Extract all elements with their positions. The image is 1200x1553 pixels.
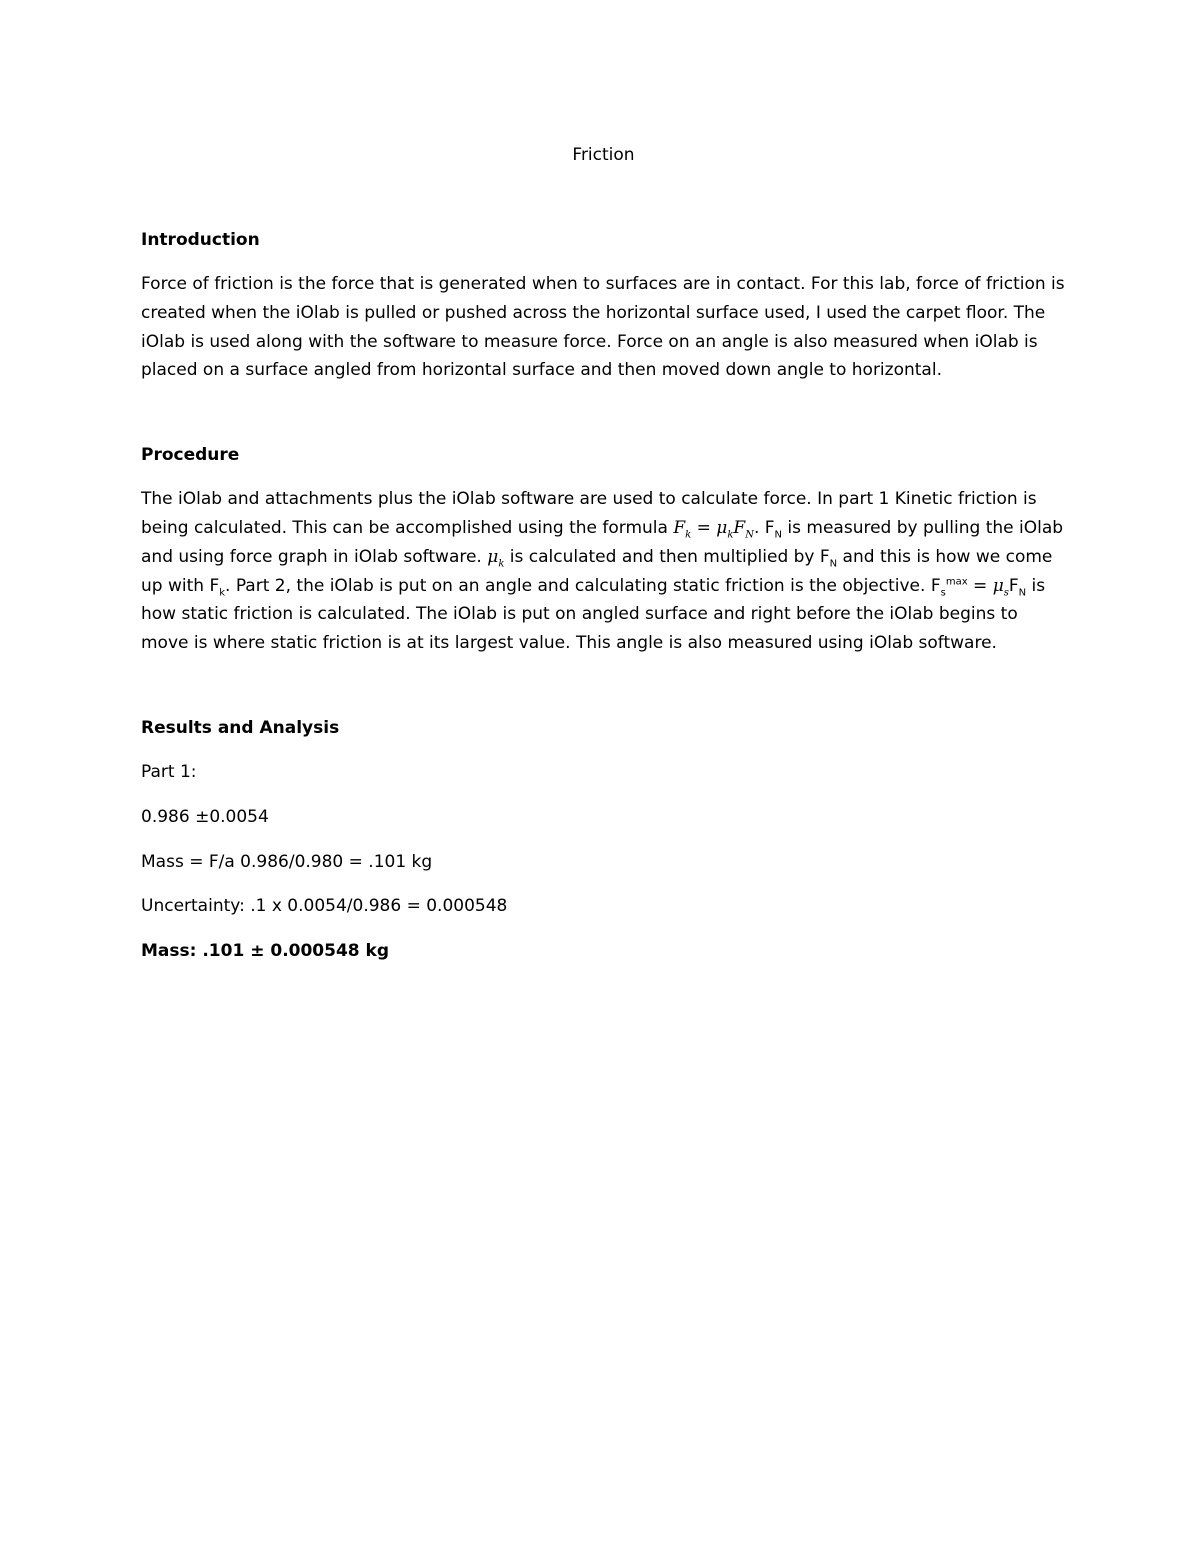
procedure-text-part: is measured by pulling the iOlab and using force graph in iOlab software. — [141, 517, 1064, 567]
formula-f: F — [673, 517, 686, 538]
introduction-text: Force of friction is the force that is generated when to surfaces are in contact. For this lab, force of friction is created when the iOlab is pulled or pushed across the horizontal surface used, I used the carpet floor. The iOlab is used along with the software to measure force. Force on an angle is also measured when iOlab is placed on a surface angled from horizontal surface and then moved down angle to horizontal. — [141, 274, 1065, 381]
formula-sub: N — [774, 529, 783, 541]
results-value: 0.986 ±0.0054 — [141, 806, 269, 827]
formula-mu: μ — [716, 517, 728, 538]
procedure-text-part: The iOlab and attachments plus the iOlab software are used to calculate force. In part 1 Kinetic friction is being calculated. This can be accomplished using the formula — [141, 489, 1037, 538]
formula-sub: k — [498, 558, 505, 570]
formula-mu: μ — [992, 575, 1004, 596]
procedure-text-part: . Part 2, the iOlab is put on an angle and calculating static friction is the objective. F — [225, 575, 941, 596]
formula-sup: max — [945, 575, 968, 587]
procedure-text-part: and this is how we come up with F — [141, 546, 1053, 596]
formula-f-k — [673, 517, 692, 541]
formula-mu-f-n — [716, 517, 754, 541]
procedure-text-part: is how static friction is calculated. The iOlab is put on angled surface and right before the iOlab begins to move is where static friction is at its largest value. This angle is also measured using iOlab software. — [141, 575, 1046, 654]
formula-sub: k — [685, 529, 692, 541]
formula-f: F — [1008, 575, 1019, 596]
formula-sub: s — [940, 586, 946, 598]
document-content — [141, 138, 1066, 966]
document-title: Friction — [572, 145, 635, 165]
formula-equals: = — [967, 575, 993, 596]
results-mass-calculation: Mass = F/a 0.986/0.980 = .101 kg — [141, 851, 433, 872]
procedure-text — [141, 485, 1066, 658]
procedure-text-part: . F — [753, 517, 775, 538]
formula-sub: s — [1003, 586, 1009, 598]
results-uncertainty: Uncertainty: .1 x 0.0054/0.986 = 0.000548 — [141, 896, 508, 917]
formula-f: F — [733, 517, 746, 538]
formula-mu: μ — [487, 546, 499, 567]
formula-sub: N — [829, 558, 838, 570]
results-mass-final: Mass: .101 ± 0.000548 kg — [141, 941, 390, 962]
introduction-heading: Introduction — [141, 230, 260, 250]
formula-sub: N — [1018, 586, 1027, 598]
formula-mu-k — [487, 546, 505, 570]
formula-sub: k — [727, 529, 734, 541]
formula-sub: N — [745, 529, 754, 541]
formula-mu-s — [993, 576, 1009, 596]
results-part: Part 1: — [141, 761, 197, 782]
formula-equals: = — [691, 517, 717, 538]
procedure-heading: Procedure — [141, 445, 240, 466]
procedure-text-part: is calculated and then multiplied by F — [504, 546, 830, 567]
results-heading: Results and Analysis — [141, 717, 340, 738]
formula-sub: k — [219, 586, 226, 598]
